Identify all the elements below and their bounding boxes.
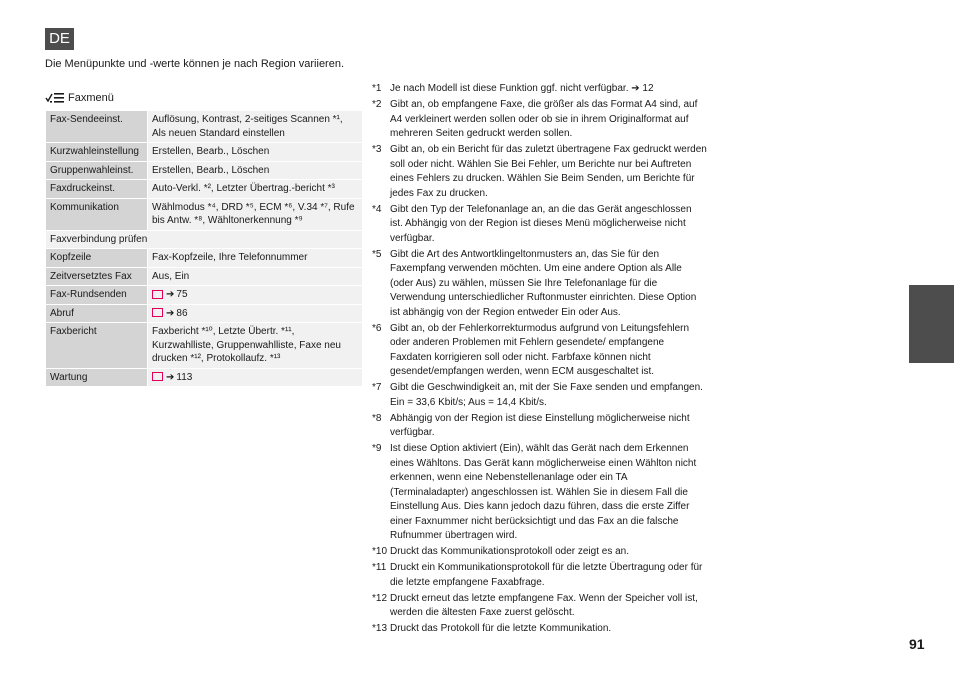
side-tab	[909, 285, 954, 363]
row-value: Erstellen, Bearb., Löschen	[148, 143, 363, 162]
footnote-marker: *5	[372, 248, 382, 260]
footnote-marker: *12	[372, 592, 388, 604]
page-reference-icon	[152, 290, 163, 299]
table-row	[46, 267, 363, 286]
footnote-marker: *8	[372, 412, 382, 424]
footnote-marker: *9	[372, 443, 382, 454]
section-title-text: Faxmenü	[68, 92, 114, 104]
fax-menu-table	[45, 110, 363, 387]
table-row	[46, 286, 363, 305]
row-value: Faxbericht *¹⁰, Letzte Übertr. *¹¹, Kurzwahlliste, Gruppenwahlliste, Faxe neu drucken *¹², Protokollaufz. *¹³	[148, 323, 363, 369]
footnote-text: Druckt das Kommunikationsprotokoll oder zeigt es an.	[390, 546, 630, 557]
footnotes	[372, 82, 707, 638]
table-row	[46, 304, 363, 323]
intro-text: Die Menüpunkte und -werte können je nach Region variieren.	[45, 58, 345, 70]
footnote	[372, 561, 707, 590]
footnote-text: Druckt ein Kommunikationsprotokoll für die letzte Übertragung oder für die letzte empfangene Faxabfrage.	[390, 562, 703, 588]
footnote-marker: *2	[372, 99, 382, 110]
footnote	[372, 592, 707, 621]
row-label: Abruf	[46, 304, 148, 323]
table-row	[46, 230, 363, 249]
table-row	[46, 143, 363, 162]
table-row	[46, 368, 363, 387]
arrow-right-icon: ➔	[166, 289, 175, 300]
footnote	[372, 203, 707, 247]
footnote-text: Druckt erneut das letzte empfangene Fax. Wenn der Speicher voll ist, werden die ältesten Faxe zuerst gelöscht.	[390, 592, 698, 618]
row-label: Wartung	[46, 368, 148, 387]
row-value: Fax-Kopfzeile, Ihre Telefonnummer	[148, 249, 363, 268]
footnote-text: Ist diese Option aktiviert (Ein), wählt das Gerät nach dem Erkennen eines Wähltons. Das Gerät kann möglicherweise einen Wählton nicht erkennen, wenn eine Nebenstellenanlage oder ein TA (Terminaladapter) angeschlossen ist. Wählen Sie in diesem Fall die Einstellung Aus. Dies kann jedoch dazu führen, dass die erste Ziffer einer Faxnummer nicht berücksichtigt und das Fax an die falsche Rufnummer übertragen wird.	[390, 443, 697, 541]
footnote-text: Gibt den Typ der Telefonanlage an, an die das Gerät angeschlossen ist. Abhängig von der Region ist dieses Menü möglicherweise nicht verfügbar.	[390, 203, 692, 244]
row-label: Faxdruckeinst.	[46, 180, 148, 199]
footnote-text: Druckt das Protokoll für die letzte Kommunikation.	[390, 623, 612, 634]
row-value: Aus, Ein	[148, 267, 363, 286]
footnote	[372, 442, 707, 544]
row-label: Fax-Sendeeinst.	[46, 111, 148, 143]
footnote	[372, 381, 707, 410]
table-row	[46, 249, 363, 268]
row-value: Auflösung, Kontrast, 2-seitiges Scannen *¹, Als neuen Standard einstellen	[148, 111, 363, 143]
page-number: 91	[909, 636, 925, 652]
row-label: Kommunikation	[46, 198, 148, 230]
row-label: Faxbericht	[46, 323, 148, 369]
language-badge: DE	[45, 28, 74, 50]
footnote	[372, 98, 707, 142]
arrow-right-icon: ➔	[166, 371, 175, 383]
section-title	[45, 92, 114, 104]
row-value	[148, 368, 363, 387]
row-label: Gruppenwahleinst.	[46, 161, 148, 180]
footnote-marker: *6	[372, 322, 382, 334]
footnote-marker: *11	[372, 562, 387, 573]
footnote-text: Gibt die Geschwindigkeit an, mit der Sie Faxe senden und empfangen. Ein = 33,6 Kbit/s; Aus = 14,4 Kbit/s.	[390, 382, 703, 408]
footnote-marker: *13	[372, 623, 388, 634]
row-label: Faxverbindung prüfen	[46, 230, 363, 249]
table-row	[46, 323, 363, 369]
footnote	[372, 82, 707, 97]
row-value: Wählmodus *⁴, DRD *⁵, ECM *⁶, V.34 *⁷, Rufe bis Antw. *⁸, Wähltonerkennung *⁹	[148, 198, 363, 230]
row-value	[148, 286, 363, 305]
footnote-marker: *1	[372, 83, 382, 94]
table-row	[46, 180, 363, 199]
footnote-marker: *7	[372, 382, 382, 393]
row-label: Kurzwahleinstellung	[46, 143, 148, 162]
footnote	[372, 248, 707, 321]
table-row	[46, 198, 363, 230]
footnote-marker: *3	[372, 144, 382, 155]
footnote-text: Abhängig von der Region ist diese Einstellung möglicherweise nicht verfügbar.	[390, 412, 690, 438]
page-reference: 113	[176, 371, 193, 383]
footnote-text: Gibt an, ob empfangene Faxe, die größer als das Format A4 sind, auf A4 verkleinert werden sollen oder ob sie in ihrem Originalformat auf mehreren Seiten gedruckt werden sollen.	[390, 99, 698, 139]
row-value: Auto-Verkl. *², Letzter Übertrag.-bericht *³	[148, 180, 363, 199]
row-value	[148, 304, 363, 323]
footnote-text: Je nach Modell ist diese Funktion ggf. nicht verfügbar. ➔ 12	[390, 83, 654, 94]
footnote	[372, 545, 707, 560]
page-reference-icon	[152, 372, 163, 381]
footnote	[372, 143, 707, 201]
page-reference-icon	[152, 308, 163, 317]
page-reference: 86	[176, 307, 188, 319]
footnote-marker: *4	[372, 203, 382, 215]
footnote	[372, 322, 707, 380]
footnote-text: Gibt die Art des Antwortklingeltonmusters an, das Sie für den Faxempfang verwenden möchten. Um eine andere Option als Alle (oder Aus) zu wählen, müssen Sie Ihre Telefonanlage für die Verwendung unterschiedlicher Ruftonmuster einrichten. Diese Option ist abhängig von der Region entweder Ein oder Aus.	[390, 248, 697, 318]
row-label: Kopfzeile	[46, 249, 148, 268]
table-row	[46, 111, 363, 143]
footnote-text: Gibt an, ob der Fehlerkorrekturmodus aufgrund von Leitungsfehlern oder anderen Problemen mit Fehlern gesendete/ empfangene Faxdaten korrigieren soll oder nicht. Farbfaxe können nicht gesendet/empfangen werden, wenn ECM ausgeschaltet ist.	[390, 322, 690, 377]
row-label: Fax-Rundsenden	[46, 286, 148, 305]
footnote	[372, 622, 707, 637]
page-reference: 75	[176, 289, 188, 300]
fax-settings-icon	[45, 92, 65, 104]
footnote-marker: *10	[372, 546, 388, 557]
row-value: Erstellen, Bearb., Löschen	[148, 161, 363, 180]
arrow-right-icon: ➔	[166, 307, 175, 319]
footnote-text: Gibt an, ob ein Bericht für das zuletzt übertragene Fax gedruckt werden soll oder nicht. Wählen Sie Bei Fehler, um Berichte nur bei Auftreten eines Fehlers zu drucken. Wählen Sie Beim Senden, um Berichte für jedes Fax zu drucken.	[390, 144, 707, 199]
row-label: Zeitversetztes Fax	[46, 267, 148, 286]
table-row	[46, 161, 363, 180]
footnote	[372, 412, 707, 441]
